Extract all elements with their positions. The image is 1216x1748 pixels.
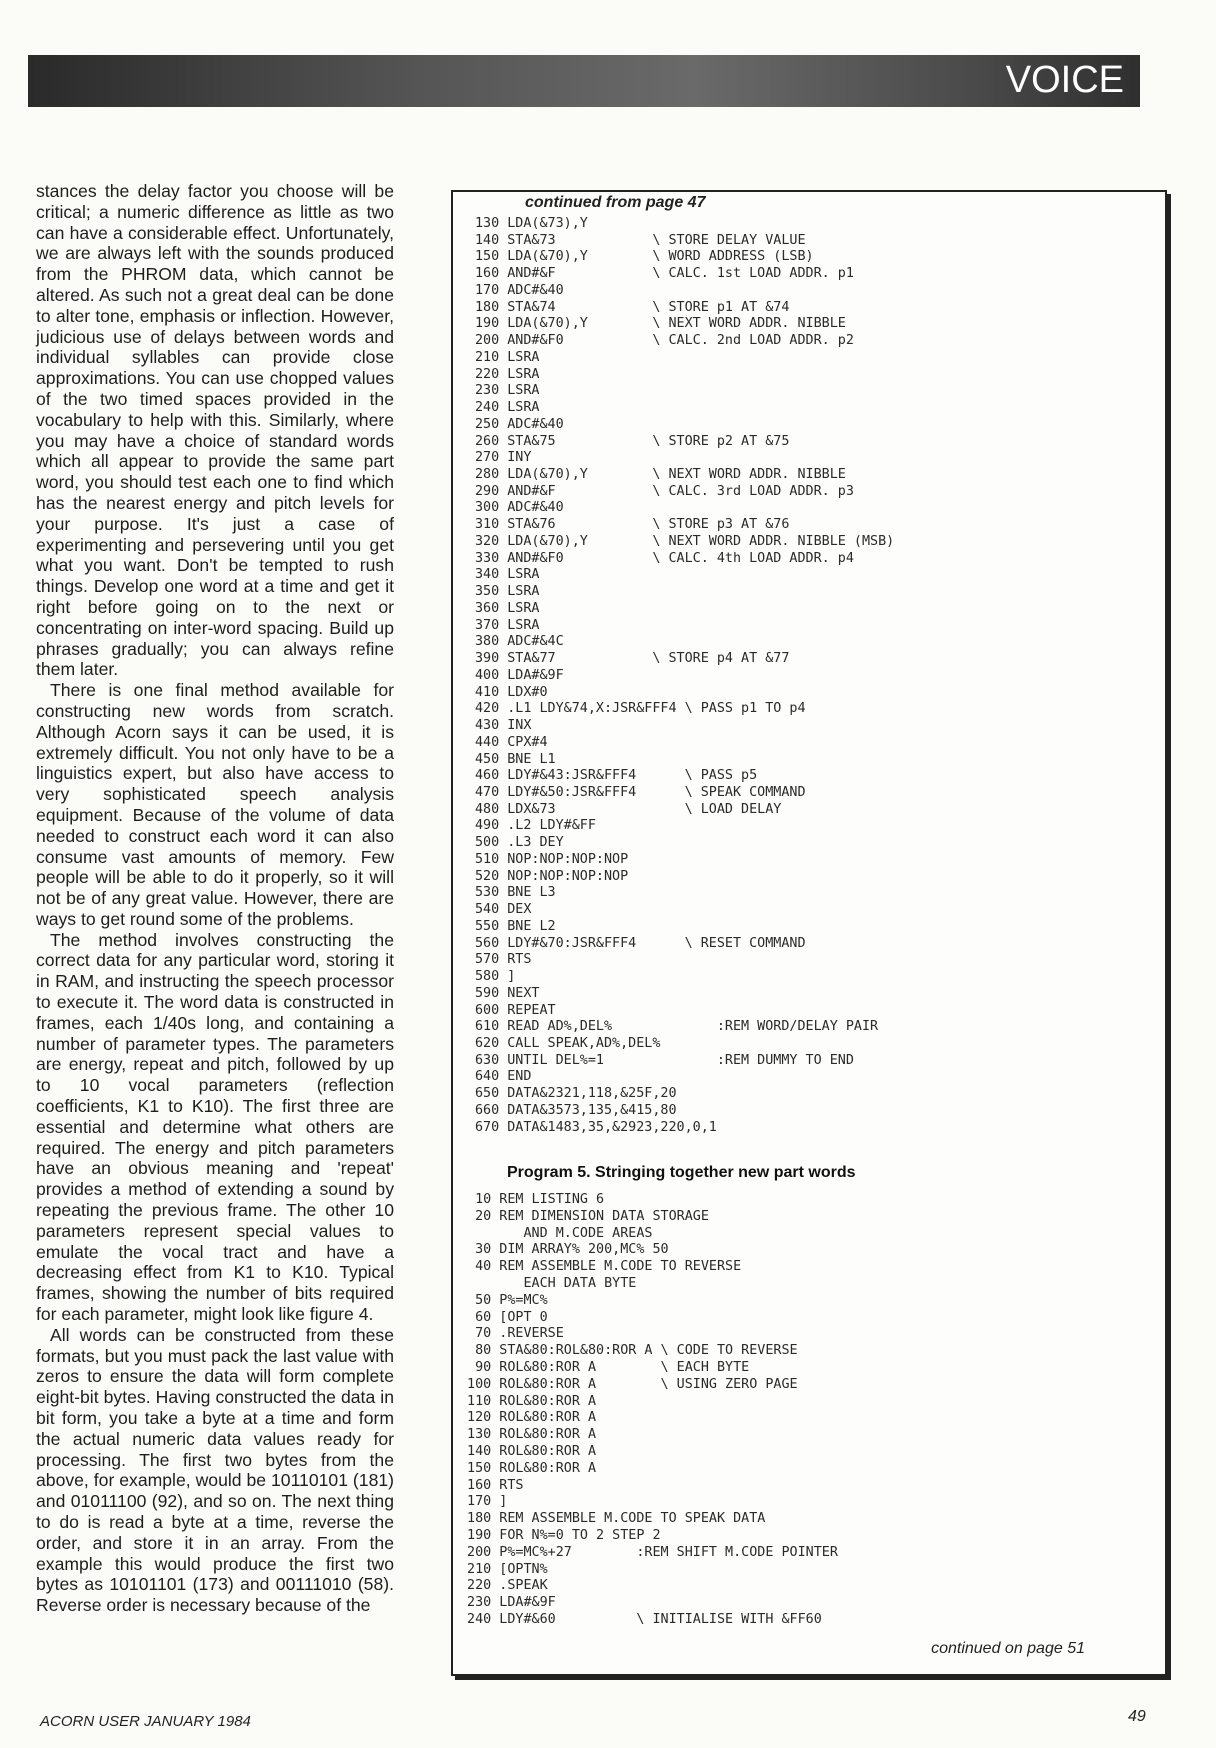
program-5-caption: Program 5. Stringing together new part words (507, 1164, 856, 1181)
code-line: 60 [OPT 0 (459, 1309, 548, 1325)
code-line: 180 STA&74 \ STORE p1 AT &74 (475, 299, 790, 315)
code-line: 120 ROL&80:ROR A (459, 1410, 597, 1426)
code-line: 220 LSRA (475, 366, 540, 382)
code-line: 570 RTS (475, 952, 532, 968)
code-line: 630 UNTIL DEL%=1 :REM DUMMY TO END (475, 1052, 854, 1068)
code-line: 140 STA&73 \ STORE DELAY VALUE (475, 232, 806, 248)
code-line: 640 END (475, 1069, 532, 1085)
code-line: 340 LSRA (475, 567, 540, 583)
program-listing-box (451, 190, 1167, 1676)
page-number: 49 (1128, 1708, 1146, 1725)
code-line: AND M.CODE AREAS (459, 1225, 653, 1241)
code-line: 440 CPX#4 (475, 734, 548, 750)
code-line: 430 INX (475, 718, 532, 734)
code-line: 180 REM ASSEMBLE M.CODE TO SPEAK DATA (459, 1511, 766, 1527)
code-line: 150 LDA(&70),Y \ WORD ADDRESS (LSB) (475, 249, 814, 265)
code-line: 620 CALL SPEAK,AD%,DEL% (475, 1035, 661, 1051)
code-line: 530 BNE L3 (475, 885, 556, 901)
code-line: 560 LDY#&70:JSR&FFF4 \ RESET COMMAND (475, 935, 806, 951)
code-line: 250 ADC#&40 (475, 416, 564, 432)
code-line: 470 LDY#&50:JSR&FFF4 \ SPEAK COMMAND (475, 784, 806, 800)
code-line: 140 ROL&80:ROR A (459, 1443, 597, 1459)
code-line: 510 NOP:NOP:NOP:NOP (475, 851, 629, 867)
code-line: 390 STA&77 \ STORE p4 AT &77 (475, 651, 790, 667)
code-line: 590 NEXT (475, 985, 540, 1001)
code-line: 280 LDA(&70),Y \ NEXT WORD ADDR. NIBBLE (475, 467, 846, 483)
code-line: 290 AND#&F \ CALC. 3rd LOAD ADDR. p3 (475, 483, 854, 499)
code-line: 130 ROL&80:ROR A (459, 1427, 597, 1443)
code-line: 610 READ AD%,DEL% :REM WORD/DELAY PAIR (475, 1019, 879, 1035)
code-line: 660 DATA&3573,135,&415,80 (475, 1102, 677, 1118)
article-body-column (36, 181, 394, 1616)
code-line: 270 INY (475, 450, 532, 466)
code-line: 480 LDX&73 \ LOAD DELAY (475, 801, 782, 817)
code-line: 40 REM ASSEMBLE M.CODE TO REVERSE (459, 1259, 742, 1275)
code-line: 70 .REVERSE (459, 1326, 564, 1342)
code-line: 200 AND#&F0 \ CALC. 2nd LOAD ADDR. p2 (475, 333, 854, 349)
program-4-listing (475, 216, 894, 1136)
code-line: 160 AND#&F \ CALC. 1st LOAD ADDR. p1 (475, 266, 854, 282)
code-line: 80 STA&80:ROL&80:ROR A \ CODE TO REVERSE (459, 1343, 798, 1359)
code-line: 540 DEX (475, 902, 532, 918)
code-line: 50 P%=MC% (459, 1292, 548, 1308)
code-line: 330 AND#&F0 \ CALC. 4th LOAD ADDR. p4 (475, 550, 854, 566)
code-line: 420 .L1 LDY&74,X:JSR&FFF4 \ PASS p1 TO p4 (475, 701, 806, 717)
code-line: 520 NOP:NOP:NOP:NOP (475, 868, 629, 884)
code-line: 190 FOR N%=0 TO 2 STEP 2 (459, 1527, 661, 1543)
code-line: 110 ROL&80:ROR A (459, 1393, 597, 1409)
code-line: 670 DATA&1483,35,&2923,220,0,1 (475, 1119, 717, 1135)
code-line: 230 LDA#&9F (459, 1595, 556, 1611)
code-line: 160 RTS (459, 1477, 524, 1493)
continued-from-note: continued from page 47 (525, 194, 706, 211)
code-line: 210 [OPTN% (459, 1561, 548, 1577)
code-line: 360 LSRA (475, 600, 540, 616)
code-line: 490 .L2 LDY#&FF (475, 818, 596, 834)
continued-on-note: continued on page 51 (931, 1640, 1085, 1657)
code-line: 30 DIM ARRAY% 200,MC% 50 (459, 1242, 669, 1258)
code-line: 240 LSRA (475, 400, 540, 416)
code-line: 450 BNE L1 (475, 751, 556, 767)
code-line: 90 ROL&80:ROR A \ EACH BYTE (459, 1359, 750, 1375)
code-line: 380 ADC#&4C (475, 634, 564, 650)
code-line: 600 REPEAT (475, 1002, 556, 1018)
code-line: 460 LDY#&43:JSR&FFF4 \ PASS p5 (475, 768, 758, 784)
code-line: 650 DATA&2321,118,&25F,20 (475, 1086, 677, 1102)
paragraph: stances the delay factor you choose will be critical; a numeric difference as little as two can have a considerable effect. Unfortunately, we are always left with the sounds produced from the PHROM data, which cannot be altered. As such not a great deal can be done to alter tone, emphasis or inflection. However, judicious use of delays between words and individual syllables can provide close approximations. You can use chopped values of the two timed spaces provided in the vocabulary to help with this. Similarly, where you may have a choice of standard words which all appear to provide the same part word, you should test each one to find which has the nearest energy and pitch levels for your purpose. It's just a case of experimenting and persevering until you get what you want. Don't be tempted to rush things. Develop one word at a time and get it right before going on to the next or concentrating on inter-word spacing. Build up phrases gradually; you can always refine them later. (36, 181, 394, 680)
code-line: EACH DATA BYTE (459, 1275, 637, 1291)
code-line: 170 ] (459, 1494, 508, 1510)
code-line: 220 .SPEAK (459, 1578, 548, 1594)
code-line: 310 STA&76 \ STORE p3 AT &76 (475, 517, 790, 533)
code-line: 410 LDX#0 (475, 684, 548, 700)
code-line: 230 LSRA (475, 383, 540, 399)
code-line: 550 BNE L2 (475, 918, 556, 934)
program-5-listing (459, 1192, 838, 1629)
paragraph: All words can be constructed from these formats, but you must pack the last value with zeros to ensure the data will form complete eight-bit bytes. Having constructed the data in bit form, you take a byte at a time and form the actual numeric data values ready for processing. The first two bytes from the above, for example, would be 10110101 (181) and 01011100 (92), and so on. The next thing to do is read a byte at a time, reverse the order, and store it in an array. From the example this would produce the first two bytes as 10101101 (173) and 00111010 (58). Reverse order is necessary because of the (36, 1324, 394, 1616)
code-line: 240 LDY#&60 \ INITIALISE WITH &FF60 (459, 1611, 822, 1627)
publication-footer: ACORN USER JANUARY 1984 (40, 1713, 251, 1730)
section-header-bar (28, 55, 1140, 107)
paragraph: There is one final method available for constructing new words from scratch. Although Acorn says it can be used, it is extremely difficult. You not only have to be a linguistics expert, but also have access to very sophisticated speech analysis equipment. Because of the volume of data needed to construct each word it can also consume vast amounts of memory. Few people will be able to do it properly, so it will not be of any great value. However, there are ways to get round some of the problems. (36, 680, 394, 929)
code-line: 210 LSRA (475, 349, 540, 365)
code-line: 170 ADC#&40 (475, 282, 564, 298)
code-line: 320 LDA(&70),Y \ NEXT WORD ADDR. NIBBLE (MSB) (475, 533, 895, 549)
code-line: 130 LDA(&73),Y (475, 216, 588, 231)
code-line: 350 LSRA (475, 584, 540, 600)
code-line: 100 ROL&80:ROR A \ USING ZERO PAGE (459, 1376, 798, 1392)
code-line: 500 .L3 DEY (475, 835, 564, 851)
code-line: 400 LDA#&9F (475, 667, 564, 683)
code-line: 300 ADC#&40 (475, 500, 564, 516)
code-line: 580 ] (475, 969, 516, 985)
section-title: VOICE (1005, 59, 1124, 101)
code-line: 150 ROL&80:ROR A (459, 1460, 597, 1476)
code-line: 20 REM DIMENSION DATA STORAGE (459, 1208, 709, 1224)
code-line: 370 LSRA (475, 617, 540, 633)
code-line: 10 REM LISTING 6 (459, 1192, 605, 1207)
paragraph: The method involves constructing the correct data for any particular word, storing it in RAM, and instructing the speech processor to execute it. The word data is constructed in frames, each 1/40s long, and containing a number of parameter types. The parameters are energy, repeat and pitch, followed by up to 10 vocal parameters (reflection coefficients, K1 to K10). The first three are essential and determine what others are required. The energy and pitch parameters have an obvious meaning and 'repeat' provides a method of extending a sound by repeating the previous frame. The other 10 parameters represent special values to emulate the vocal tract and have a decreasing effect from K1 to K10. Typical frames, showing the number of bits required for each parameter, might look like figure 4. (36, 929, 394, 1325)
code-line: 200 P%=MC%+27 :REM SHIFT M.CODE POINTER (459, 1544, 838, 1560)
code-line: 260 STA&75 \ STORE p2 AT &75 (475, 433, 790, 449)
code-line: 190 LDA(&70),Y \ NEXT WORD ADDR. NIBBLE (475, 316, 846, 332)
